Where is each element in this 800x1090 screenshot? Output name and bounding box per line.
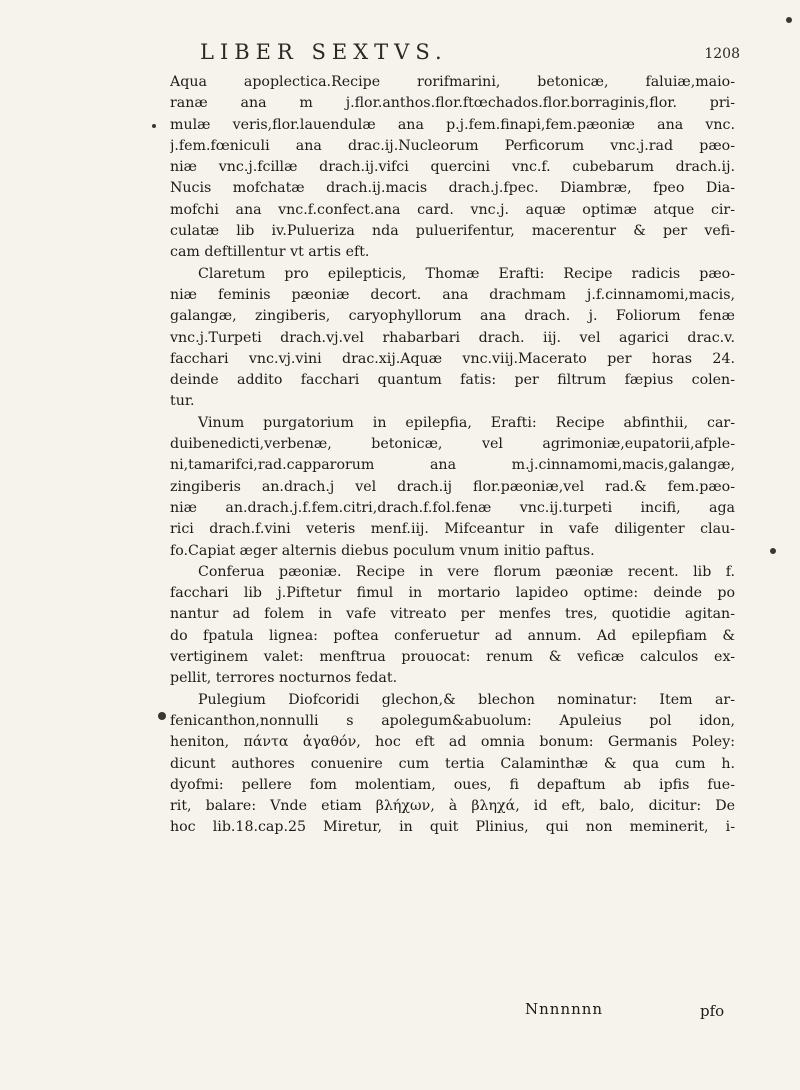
text-line: facchari lib j.Piftetur fimul in mortario lapideo optime: deinde po bbox=[170, 585, 735, 602]
text-line: j.fem.fœniculi ana drac.ij.Nucleorum Perficorum vnc.j.rad pæo- bbox=[170, 137, 735, 154]
text-line: dyofmi: pellere fom molentiam, oues, fi depaftum ab ipfis fue- bbox=[170, 776, 735, 793]
text-line: duibenedicti,verbenæ, betonicæ, vel agrimoniæ,eupatorii,afple- bbox=[170, 436, 735, 453]
text-line: do fpatula lignea: poftea conferuetur ad annum. Ad epilepfiam & bbox=[170, 627, 735, 644]
text-line: rit, balare: Vnde etiam βλήχων, à βληχά, id eft, balo, dicitur: De bbox=[170, 798, 735, 815]
text-line: Claretum pro epilepticis, Thomæ Erafti: Recipe radicis pæo- bbox=[198, 265, 735, 282]
text-line: ni,tamarifci,rad.capparorum ana m.j.cinnamomi,macis,galangæ, bbox=[170, 457, 735, 474]
text-line: fenicanthon,nonnulli s apolegum&abuolum: Apuleius pol idon, bbox=[170, 712, 735, 729]
text-line: niæ feminis pæoniæ decort. ana drachmam j.f.cinnamomi,macis, bbox=[170, 286, 735, 303]
text-line: cam deftillentur vt artis eft. bbox=[170, 244, 370, 261]
text-line: pellit, terrores nocturnos fedat. bbox=[170, 670, 398, 687]
running-head: LIBER SEXTVS. bbox=[200, 40, 448, 64]
text-line: galangæ, zingiberis, caryophyllorum ana drach. j. Foliorum fenæ bbox=[170, 308, 735, 325]
text-line: nantur ad folem in vafe vitreato per menfes tres, quotidie agitan- bbox=[170, 606, 735, 623]
text-line: Aqua apoplectica.Recipe rorifmarini, betonicæ, faluiæ,maio- bbox=[170, 74, 735, 90]
text-line: niæ an.drach.j.f.fem.citri,drach.f.fol.fenæ vnc.ij.turpeti incifi, aga bbox=[170, 499, 735, 516]
text-line: dicunt authores conuenire cum tertia Calaminthæ & qua cum h. bbox=[170, 755, 735, 772]
catchword: pfo bbox=[700, 1002, 725, 1020]
text-line: vnc.j.Turpeti drach.vj.vel rhabarbari drach. iij. vel agarici drac.v. bbox=[170, 329, 735, 346]
text-line: ranæ ana m j.flor.anthos.flor.ftœchados.flor.borraginis,flor. pri- bbox=[170, 95, 735, 112]
text-line: fo.Capiat æger alternis diebus poculum vnum initio paftus. bbox=[170, 542, 595, 559]
text-line: zingiberis an.drach.j vel drach.ij flor.pæoniæ,vel rad.& fem.pæo- bbox=[170, 478, 735, 495]
text-line: rici drach.f.vini veteris menf.iij. Mifceantur in vafe diligenter clau- bbox=[170, 521, 735, 538]
text-line: tur. bbox=[170, 393, 195, 410]
ink-spot bbox=[786, 17, 792, 23]
text-line: vertiginem valet: menftrua prouocat: renum & veficæ calculos ex- bbox=[170, 649, 735, 666]
text-line: hoc lib.18.cap.25 Miretur, in quit Plinius, qui non meminerit, i- bbox=[170, 819, 735, 836]
ink-spot bbox=[770, 548, 776, 554]
ink-spot bbox=[158, 712, 166, 720]
text-line: niæ vnc.j.fcillæ drach.ij.vifci quercini vnc.f. cubebarum drach.ij. bbox=[170, 159, 735, 176]
signature-mark: Nnnnnnn bbox=[525, 1000, 604, 1018]
page-number: 1208 bbox=[704, 46, 740, 62]
text-line: Conferua pæoniæ. Recipe in vere florum pæoniæ recent. lib f. bbox=[198, 563, 735, 580]
text-line: Vinum purgatorium in epilepfia, Erafti: Recipe abfinthii, car- bbox=[198, 414, 735, 431]
page-header bbox=[200, 40, 740, 70]
text-line: culatæ lib iv.Pulueriza nda puluerifentur, macerentur & per vefi- bbox=[170, 223, 735, 240]
text-line: Nucis mofchatæ drach.ij.macis drach.j.fpec. Diambræ, fpeo Dia- bbox=[170, 180, 735, 197]
text-line: Pulegium Diofcoridi glechon,& blechon nominatur: Item ar- bbox=[198, 691, 735, 708]
text-line: deinde addito facchari quantum fatis: per filtrum fæpius colen- bbox=[170, 372, 735, 389]
text-line: mulæ veris,flor.lauendulæ ana p.j.fem.finapi,fem.pæoniæ ana vnc. bbox=[170, 116, 735, 133]
text-line: mofchi ana vnc.f.confect.ana card. vnc.j. aquæ optimæ atque cir- bbox=[170, 201, 735, 218]
text-line: facchari vnc.vj.vini drac.xij.Aquæ vnc.viij.Macerato per horas 24. bbox=[170, 350, 735, 367]
body-text bbox=[170, 72, 735, 839]
text-line: heniton, πάντα ἀγαθόν, hoc eft ad omnia bonum: Germanis Poley: bbox=[170, 734, 735, 751]
ink-spot bbox=[152, 124, 156, 128]
